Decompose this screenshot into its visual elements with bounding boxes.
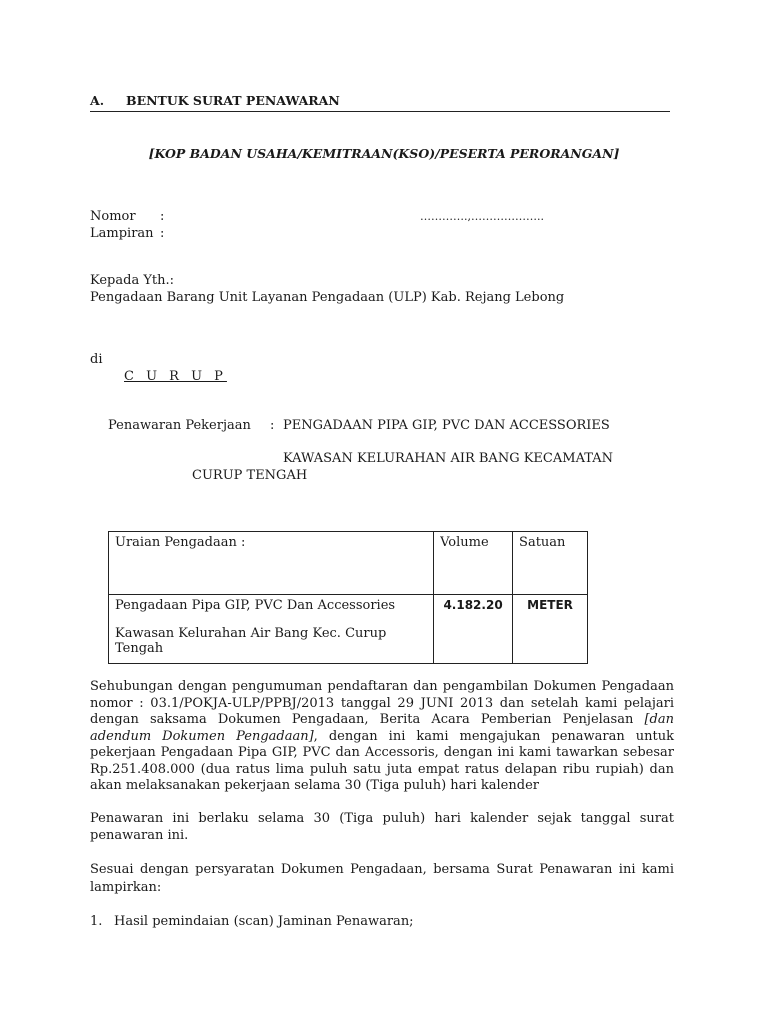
row-description-line-1: Pengadaan Pipa GIP, PVC Dan Accessories (115, 598, 396, 613)
nomor-label: Nomor (90, 209, 136, 224)
table-row (109, 595, 588, 664)
offer-label: Penawaran Pekerjaan (108, 418, 251, 433)
row-volume: 4.182.20 (434, 595, 513, 664)
header-satuan: Satuan (513, 532, 588, 595)
di-label: di (90, 352, 103, 367)
row-description-line-2: Kawasan Kelurahan Air Bang Kec. Curup Tengah (115, 626, 387, 656)
offer-line-3: CURUP TENGAH (192, 468, 308, 483)
section-title: BENTUK SURAT PENAWARAN (126, 93, 340, 108)
greeting: Kepada Yth.: (90, 273, 175, 288)
city: C U R U P (124, 369, 227, 384)
header-uraian: Uraian Pengadaan : (109, 532, 434, 595)
list-item-number: 1. (90, 914, 103, 929)
header-volume: Volume (434, 532, 513, 595)
procurement-table (108, 531, 588, 664)
table-header-row (109, 532, 588, 595)
row-unit: METER (513, 595, 588, 664)
section-heading (90, 93, 670, 112)
paragraph-1-italic: [dan adendum Dokumen Pengadaan] (90, 712, 674, 744)
paragraph-1-part-b: , dengan ini kami mengajukan penawaran untuk pekerjaan Pengadaan Pipa GIP, PVC dan Accessoris, dengan ini kami tawarkan sebesar Rp.251.408.000 (dua ratus lima puluh satu juta empat ratus delapan ribu rupiah) dan akan melaksanakan pekerjaan selama 30 (Tiga puluh) hari kalender (90, 728, 674, 793)
paragraph-offer-intro (90, 679, 674, 795)
nomor-colon: : (160, 209, 165, 224)
lampiran-label: Lampiran (90, 226, 154, 241)
offer-line-1: PENGADAAN PIPA GIP, PVC DAN ACCESSORIES (283, 418, 610, 433)
paragraph-validity: Penawaran ini berlaku selama 30 (Tiga puluh) hari kalender sejak tanggal surat penawaran ini. (90, 811, 674, 843)
recipient: Pengadaan Barang Unit Layanan Pengadaan (ULP) Kab. Rejang Lebong (90, 290, 565, 305)
lampiran-colon: : (160, 226, 165, 241)
offer-line-2: KAWASAN KELURAHAN AIR BANG KECAMATAN (283, 451, 613, 466)
letterhead-placeholder: [KOP BADAN USAHA/KEMITRAAN(KSO)/PESERTA PERORANGAN] (148, 146, 620, 161)
row-description (109, 595, 434, 664)
place-date-placeholder: ………….,……………….. (420, 210, 544, 223)
list-item: Hasil pemindaian (scan) Jaminan Penawaran; (114, 914, 414, 929)
section-number: A. (90, 93, 105, 108)
paragraph-attachments-intro: Sesuai dengan persyaratan Dokumen Pengadaan, bersama Surat Penawaran ini kami lampirkan: (90, 862, 674, 895)
offer-colon: : (270, 418, 275, 433)
paragraph-1-part-a: Sehubungan dengan pengumuman pendaftaran dan pengambilan Dokumen Pengadaan nomor : 03.1/POKJA-ULP/PPBJ/2013 tanggal 29 JUNI 2013 dan setelah kami pelajari dengan saksama Dokumen Pengadaan, Berita Acara Pemberian Penjelasan (90, 679, 674, 727)
